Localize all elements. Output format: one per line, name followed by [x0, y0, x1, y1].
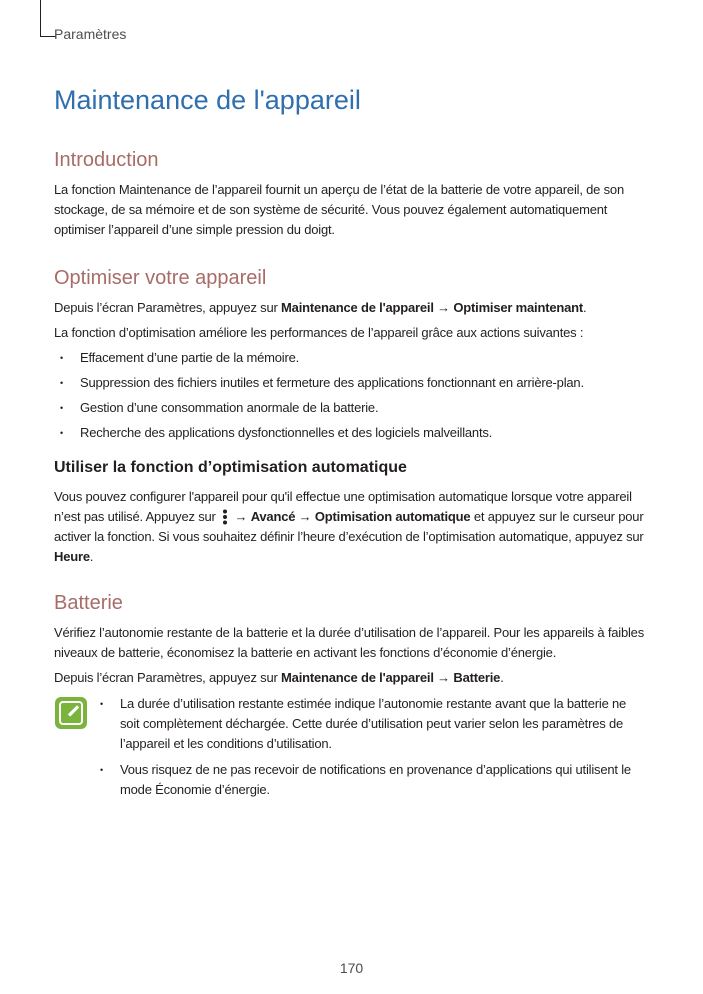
page-content [54, 80, 644, 800]
note-item: • La durée d’utilisation restante estimée indique l’autonomie restante avant que la batterie ne soit complètement déchargée. Cette durée d’utilisation peut varier selon les paramètres de l’appareil et les conditions d’utilisation. [94, 694, 644, 754]
more-options-icon [221, 509, 229, 525]
optimiser-lead: La fonction d’optimisation améliore les performances de l’appareil grâce aux actions suivantes : [54, 325, 584, 340]
auto-optimisation-section [54, 457, 644, 567]
introduction-heading: Introduction [54, 149, 159, 171]
note-block [54, 694, 644, 800]
optimiser-list [54, 348, 644, 443]
menu-path-avance: Avancé [250, 509, 296, 524]
note-list [94, 694, 644, 800]
page-number: 170 [339, 960, 364, 976]
menu-path-maintenance: Maintenance de l'appareil [281, 300, 434, 315]
header-corner-line [40, 0, 41, 36]
page-title: Maintenance de l'appareil [54, 85, 361, 115]
menu-path-optimiser: Optimiser maintenant [453, 300, 584, 315]
note-pencil-icon [54, 696, 88, 730]
note-item: • Vous risquez de ne pas recevoir de notifications en provenance d’applications qui utilisent le mode Économie d’énergie. [94, 760, 644, 800]
menu-path-heure: Heure [54, 549, 90, 564]
auto-optimisation-heading: Utiliser la fonction d’optimisation automatique [54, 459, 407, 476]
menu-path-auto: Optimisation automatique [314, 509, 471, 524]
optimiser-heading: Optimiser votre appareil [54, 267, 267, 289]
list-item: • Effacement d’une partie de la mémoire. [54, 348, 644, 368]
running-header: Paramètres [54, 26, 127, 42]
introduction-body: La fonction Maintenance de l’appareil fournit un aperçu de l’état de la batterie de votre appareil, de son stockage, de sa mémoire et de son système de sécurité. Vous pouvez également automatiquement optimiser l’appareil d’une simple pression du doigt. [54, 182, 624, 237]
list-item: • Gestion d’une consommation anormale de la batterie. [54, 398, 644, 418]
introduction-section [54, 146, 644, 240]
menu-path-batterie: Batterie [453, 670, 501, 685]
optimiser-section [54, 264, 644, 443]
auto-optimisation-body: Vous pouvez configurer l'appareil pour qu'il effectue une optimisation automatique lorsque votre appareil n’est pas utilisé. Appuyez sur → Avancé → Optimisation automatique et appuyez sur le curseur pour activer la fonction. Si vous souhaitez définir l’heure d’exécution de l’optimisation automatique, appuyez sur Heure. [54, 489, 644, 564]
batterie-step: Depuis l’écran Paramètres, appuyez sur Maintenance de l'appareil → Batterie. [54, 670, 504, 685]
batterie-section [54, 589, 644, 800]
batterie-heading: Batterie [54, 592, 123, 614]
list-item: • Recherche des applications dysfonctionnelles et des logiciels malveillants. [54, 423, 644, 443]
optimiser-step: Depuis l’écran Paramètres, appuyez sur Maintenance de l'appareil → Optimiser maintenant. [54, 300, 587, 315]
menu-path-maintenance: Maintenance de l'appareil [281, 670, 434, 685]
batterie-body: Vérifiez l’autonomie restante de la batterie et la durée d’utilisation de l’appareil. Pour les appareils à faibles niveaux de batterie, économisez la batterie en activant les fonctions d’économie d’énergie. [54, 625, 645, 660]
list-item: • Suppression des fichiers inutiles et fermeture des applications fonctionnant en arrière-plan. [54, 373, 644, 393]
